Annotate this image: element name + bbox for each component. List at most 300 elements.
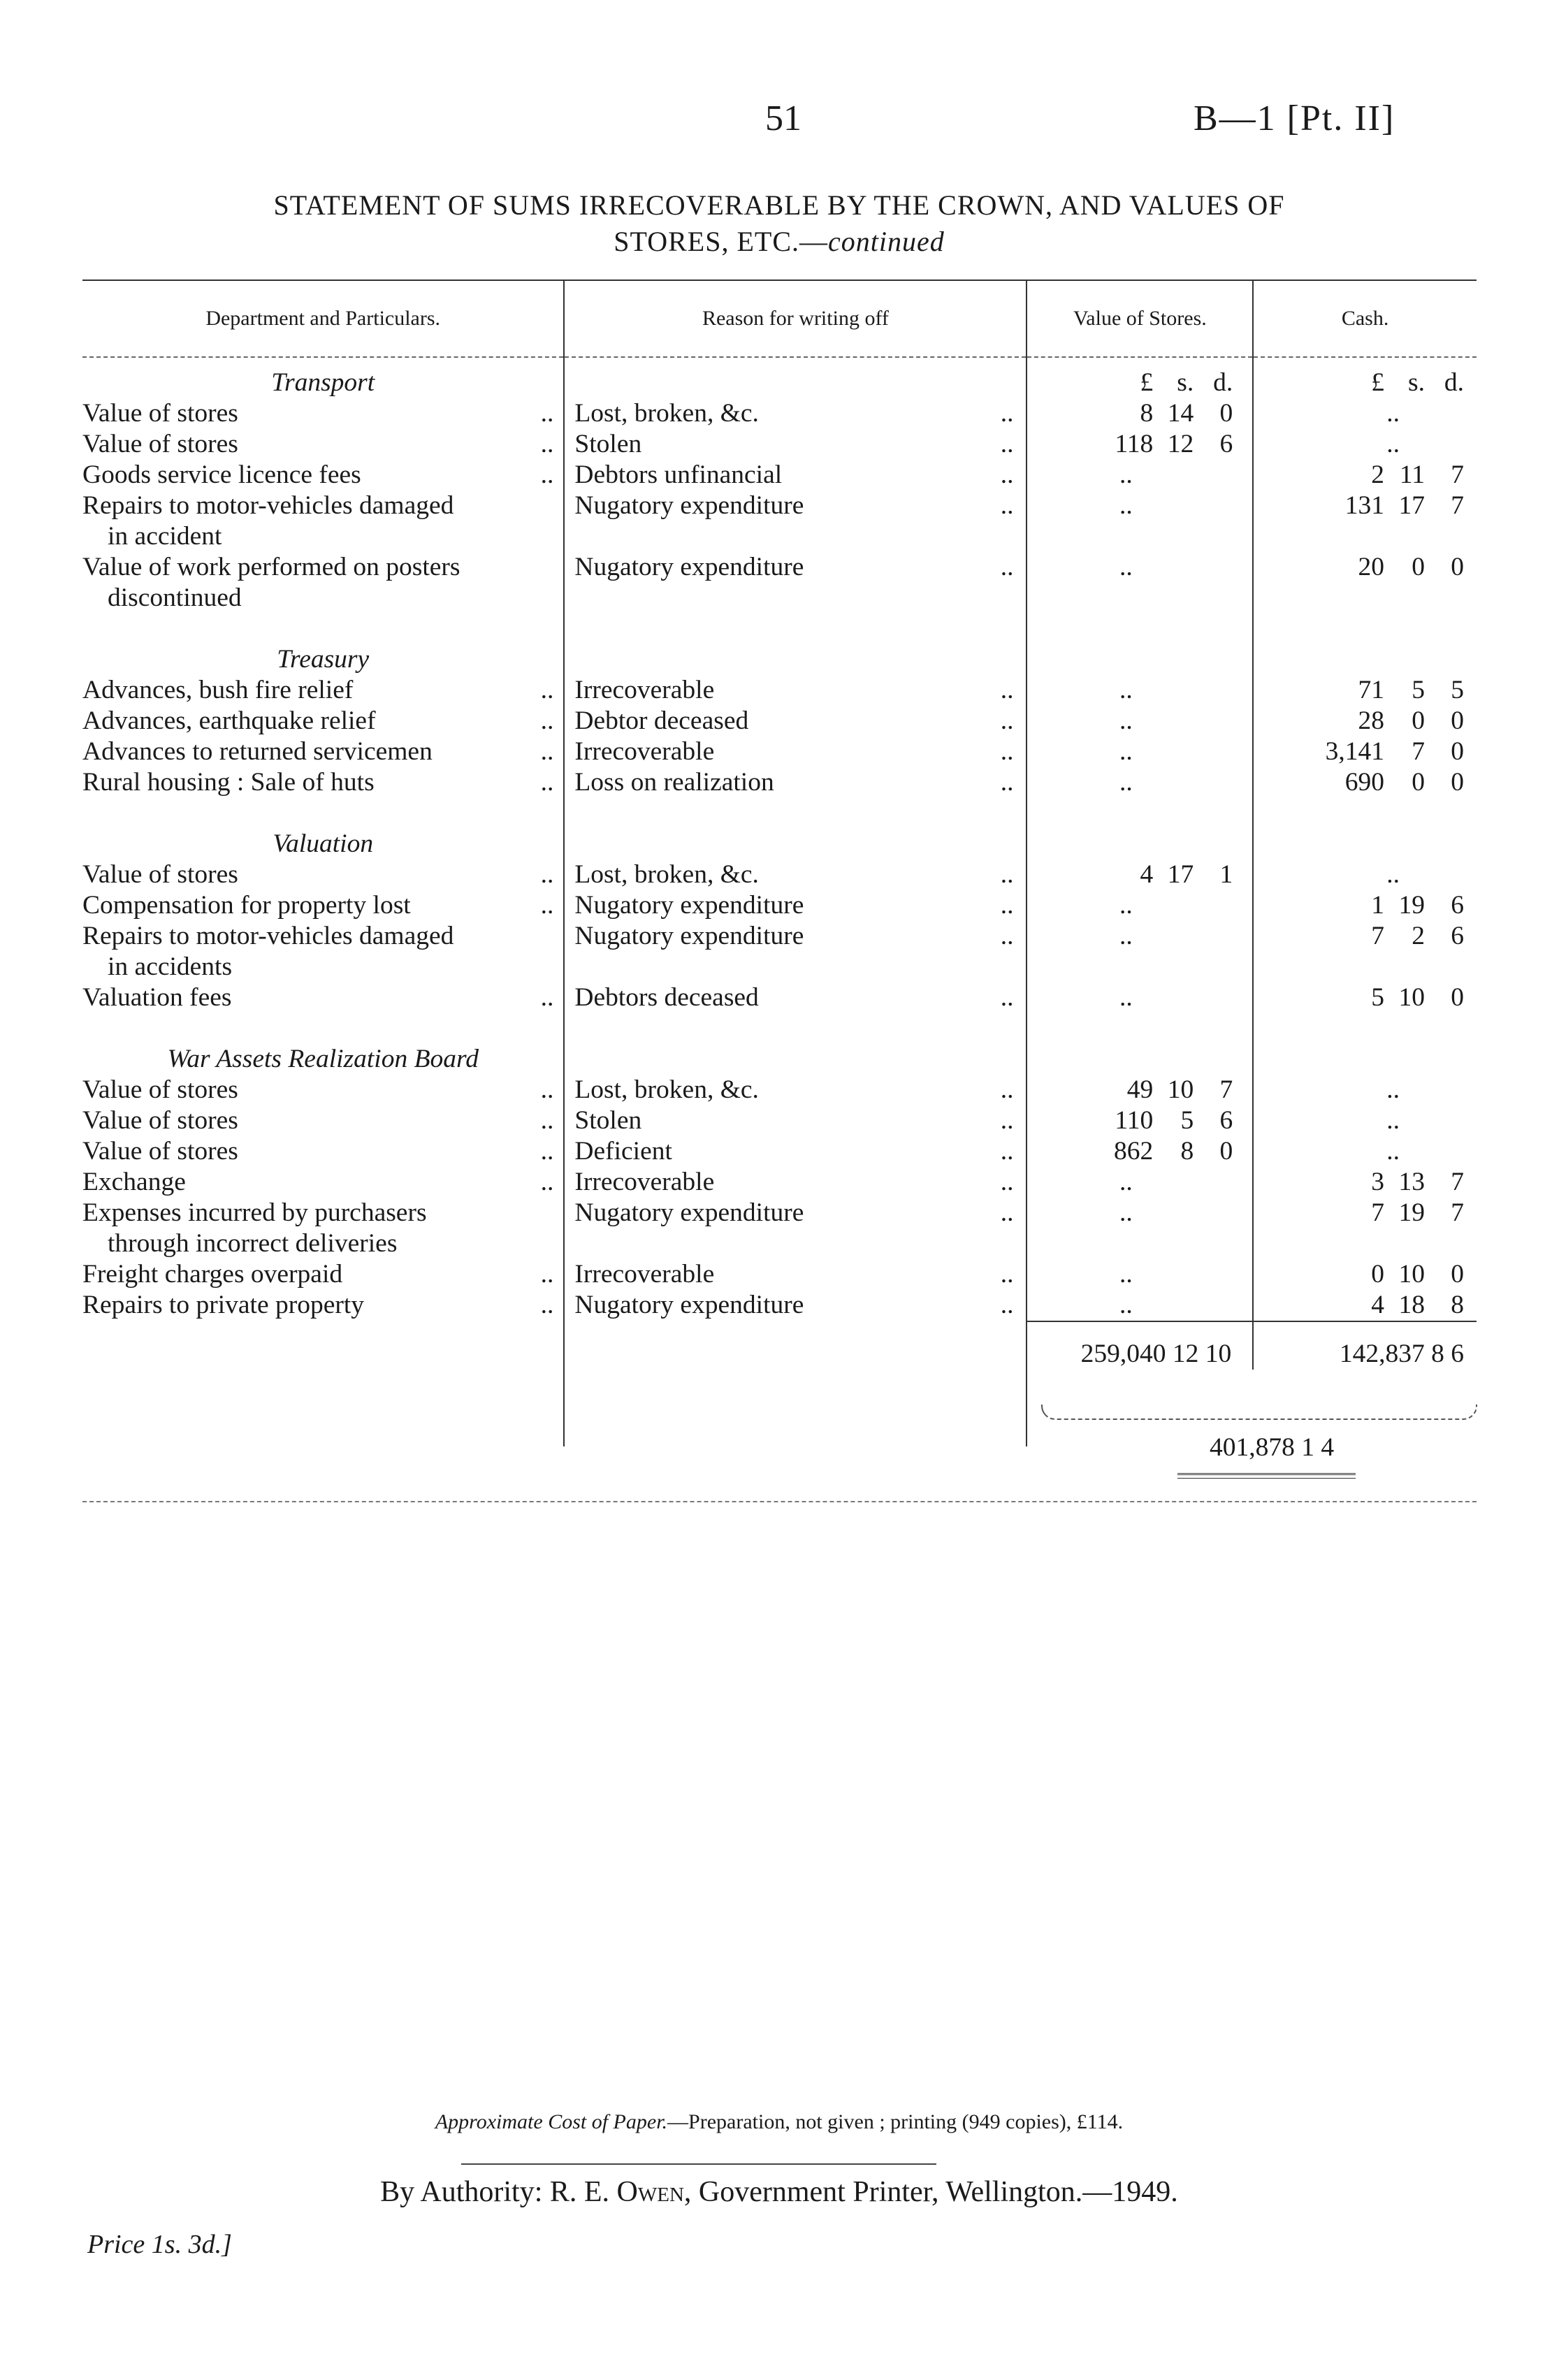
reason-line <box>574 460 1026 491</box>
leader-dots: .. <box>540 1168 554 1196</box>
section-spacer <box>82 1013 1477 1044</box>
stores-value-nil: .. <box>1119 983 1133 1012</box>
particulars: Value of stores <box>82 399 238 428</box>
reason-cell <box>564 675 1027 706</box>
cash-cell <box>1253 982 1477 1013</box>
particulars: Compensation for property lost <box>82 891 411 920</box>
stores-value-part: 8 <box>1180 1137 1194 1166</box>
reason-empty <box>564 1044 1027 1075</box>
cash-units <box>1253 357 1477 398</box>
page-number: 51 <box>765 99 801 138</box>
cash-cell <box>1253 859 1477 890</box>
stores-value-nil: .. <box>1119 676 1133 704</box>
stores-value-nil: .. <box>1119 553 1133 581</box>
stores-value-part: 4 <box>1140 860 1154 889</box>
reason-leader-dots: .. <box>1000 430 1014 458</box>
stores-value-part: 0 <box>1219 1137 1233 1166</box>
reason-line <box>574 675 1026 706</box>
leader-dots: .. <box>540 860 554 889</box>
grand-total-underline <box>1177 1473 1356 1479</box>
stores-units <box>1027 644 1253 675</box>
stores-total <box>1027 1321 1253 1370</box>
particulars-continued: discontinued <box>108 583 242 612</box>
reason-line <box>574 1075 1026 1105</box>
section-heading: Transport <box>271 368 375 397</box>
stores-value-nil: .. <box>1119 1168 1133 1196</box>
cash-cell <box>1253 1290 1477 1321</box>
reason-leader-dots: .. <box>1000 768 1014 797</box>
cash-value-part: 4 <box>1371 1291 1384 1319</box>
cash-value-nil: .. <box>1386 1106 1400 1135</box>
cash-value <box>1254 1290 1477 1321</box>
particulars-cell <box>82 706 564 737</box>
reason-line <box>574 1167 1026 1198</box>
particulars-cell <box>82 552 564 614</box>
cash-cell <box>1253 1105 1477 1136</box>
stores-cell <box>1027 491 1253 552</box>
cost-text: —Preparation, not given ; printing (949 copies), £114. <box>667 2110 1124 2133</box>
reason-cell <box>564 398 1027 429</box>
total-brace <box>1041 1405 1477 1420</box>
cash-value-part: 19 <box>1398 1198 1425 1227</box>
table-row <box>82 1290 1477 1321</box>
cash-value <box>1254 706 1477 737</box>
reason-line <box>574 1259 1026 1290</box>
particulars-cell <box>82 890 564 921</box>
cash-cell <box>1253 1198 1477 1259</box>
col-header-reason: Reason for writing off <box>564 280 1027 357</box>
totals-row <box>82 1321 1477 1370</box>
stores-value <box>1027 1136 1252 1167</box>
cash-cell <box>1253 429 1477 460</box>
cash-value-part: 7 <box>1451 460 1464 489</box>
leader-dots: .. <box>540 1137 554 1166</box>
reason: Nugatory expenditure <box>574 1291 804 1319</box>
section-heading-row <box>82 1044 1477 1075</box>
leader-dots: .. <box>540 1260 554 1289</box>
cash-cell <box>1253 1075 1477 1105</box>
particulars: Repairs to motor-vehicles damaged <box>82 922 454 950</box>
particulars-cell <box>82 491 564 552</box>
reason-cell <box>564 921 1027 982</box>
stores-cell <box>1027 460 1253 491</box>
reason-leader-dots: .. <box>1000 860 1014 889</box>
leader-dots: .. <box>540 737 554 766</box>
table-row <box>82 1259 1477 1290</box>
reason-line <box>574 1136 1026 1167</box>
title-line-1: STATEMENT OF SUMS IRRECOVERABLE BY THE CROWN, AND VALUES OF <box>273 189 1285 221</box>
cash-value <box>1254 921 1477 952</box>
table-row <box>82 1136 1477 1167</box>
reason-leader-dots: .. <box>1000 1075 1014 1104</box>
cost-of-paper-note <box>84 2110 1474 2134</box>
table-row <box>82 491 1477 552</box>
unit-shillings: s. <box>1408 368 1425 397</box>
section-heading-row <box>82 357 1477 398</box>
stores-cell <box>1027 706 1253 737</box>
reason: Nugatory expenditure <box>574 891 804 920</box>
table-row <box>82 1075 1477 1105</box>
table-body <box>82 357 1477 1446</box>
reason-line <box>574 1105 1026 1136</box>
cash-cell <box>1253 552 1477 614</box>
stores-value-nil: .. <box>1119 891 1133 920</box>
printer-authority <box>84 2175 1474 2209</box>
section-heading: Valuation <box>273 829 374 858</box>
reason-leader-dots: .. <box>1000 922 1014 950</box>
leader-dots: .. <box>540 768 554 797</box>
cash-value-part: 2 <box>1412 922 1425 950</box>
stores-value-nil: .. <box>1119 1291 1133 1319</box>
reason-empty <box>564 829 1027 859</box>
totals-empty <box>564 1321 1027 1370</box>
stores-value-part: 0 <box>1219 399 1233 428</box>
totals-empty <box>82 1321 564 1370</box>
particulars: Advances to returned servicemen <box>82 737 433 766</box>
cash-value-part: 0 <box>1451 553 1464 581</box>
particulars-continued: in accidents <box>108 952 233 981</box>
stores-value-part: 49 <box>1126 1075 1154 1104</box>
cash-value-part: 2 <box>1371 460 1384 489</box>
reason-line <box>574 429 1026 460</box>
particulars-line <box>82 737 563 767</box>
particulars-cell <box>82 429 564 460</box>
stores-cell <box>1027 737 1253 767</box>
reason-cell <box>564 859 1027 890</box>
leader-dots: .. <box>540 983 554 1012</box>
reason: Nugatory expenditure <box>574 491 804 520</box>
cash-cell <box>1253 921 1477 982</box>
stores-value-nil: .. <box>1119 768 1133 797</box>
cash-value-part: 0 <box>1412 553 1425 581</box>
title-line-2-italic: continued <box>828 226 945 257</box>
cash-value-part: 11 <box>1399 460 1425 489</box>
reason-leader-dots: .. <box>1000 1168 1014 1196</box>
cash-value-part: 0 <box>1451 768 1464 797</box>
cash-cell <box>1253 1136 1477 1167</box>
cash-value-part: 7 <box>1412 737 1425 766</box>
particulars-line <box>82 1198 563 1228</box>
section-heading-row <box>82 829 1477 859</box>
cash-value-part: 0 <box>1412 706 1425 735</box>
stores-cell <box>1027 1198 1253 1259</box>
reason: Nugatory expenditure <box>574 922 804 950</box>
section-spacer <box>82 798 1477 829</box>
particulars: Value of stores <box>82 860 238 889</box>
reason: Nugatory expenditure <box>574 1198 804 1227</box>
reason-line <box>574 982 1026 1013</box>
cash-units <box>1253 644 1477 675</box>
stores-cell <box>1027 675 1253 706</box>
particulars-line <box>82 675 563 706</box>
cash-value-nil: .. <box>1386 860 1400 889</box>
leader-dots <box>518 491 563 521</box>
stores-units <box>1027 357 1253 398</box>
cash-value-part: 7 <box>1371 1198 1384 1227</box>
stores-value <box>1027 1075 1252 1105</box>
particulars: Rural housing : Sale of huts <box>82 768 375 797</box>
particulars-line <box>82 1290 563 1321</box>
reason-cell <box>564 1136 1027 1167</box>
stores-cell <box>1027 1167 1253 1198</box>
table-header-row <box>82 280 1477 357</box>
cash-cell <box>1253 1259 1477 1290</box>
reason-leader-dots: .. <box>1000 706 1014 735</box>
stores-cell <box>1027 1136 1253 1167</box>
cash-value-part: 1 <box>1371 891 1384 920</box>
reason-cell <box>564 460 1027 491</box>
cash-value-part: 5 <box>1451 676 1464 704</box>
leader-dots <box>518 921 563 952</box>
reason-leader-dots: .. <box>1000 1137 1014 1166</box>
particulars: Freight charges overpaid <box>82 1260 343 1289</box>
table-row <box>82 767 1477 798</box>
particulars-cell <box>82 1259 564 1290</box>
reason-leader-dots: .. <box>1000 1198 1014 1227</box>
reason-cell <box>564 1259 1027 1290</box>
stores-units <box>1027 829 1253 859</box>
cash-units <box>1253 829 1477 859</box>
cash-unit-labels <box>1254 368 1477 398</box>
particulars-cell <box>82 398 564 429</box>
particulars: Repairs to motor-vehicles damaged <box>82 491 454 520</box>
authority-name: Owen <box>616 2176 684 2208</box>
particulars: Value of work performed on posters <box>82 553 460 581</box>
leader-dots <box>518 552 563 583</box>
reason: Irrecoverable <box>574 676 715 704</box>
stores-value-part: 17 <box>1167 860 1194 889</box>
cash-value-part: 17 <box>1398 491 1425 520</box>
cash-cell <box>1253 491 1477 552</box>
stores-cell <box>1027 1105 1253 1136</box>
cash-value-part: 0 <box>1451 983 1464 1012</box>
stores-value-nil: .. <box>1119 737 1133 766</box>
particulars-line <box>82 890 563 921</box>
particulars: Value of stores <box>82 1075 238 1104</box>
cash-value-part: 5 <box>1412 676 1425 704</box>
reason-line <box>574 890 1026 921</box>
cash-value-part: 5 <box>1371 983 1384 1012</box>
particulars: Value of stores <box>82 430 238 458</box>
cash-value <box>1254 1167 1477 1198</box>
section-heading: War Assets Realization Board <box>167 1045 479 1073</box>
reason-cell <box>564 706 1027 737</box>
particulars-line <box>82 429 563 460</box>
particulars-line <box>82 1105 563 1136</box>
cash-value-part: 7 <box>1451 1168 1464 1196</box>
reason: Irrecoverable <box>574 1260 715 1289</box>
reason-empty <box>564 644 1027 675</box>
cash-units <box>1253 1044 1477 1075</box>
reason-leader-dots: .. <box>1000 491 1014 520</box>
cash-total <box>1253 1321 1477 1370</box>
particulars: Valuation fees <box>82 983 232 1012</box>
col-header-stores: Value of Stores. <box>1027 280 1253 357</box>
particulars-continued: in accident <box>108 522 222 551</box>
statement-table <box>82 280 1477 1446</box>
reason-line <box>574 737 1026 767</box>
stores-cell <box>1027 921 1253 982</box>
particulars-line <box>82 859 563 890</box>
table-row <box>82 398 1477 429</box>
unit-shillings: s. <box>1177 368 1194 397</box>
particulars: Advances, earthquake relief <box>82 706 376 735</box>
cash-value-part: 0 <box>1451 706 1464 735</box>
reason: Stolen <box>574 430 642 458</box>
cash-cell <box>1253 706 1477 737</box>
cash-value <box>1254 767 1477 798</box>
section-heading: Treasury <box>277 645 370 674</box>
grand-total: 401,878 1 4 <box>1209 1433 1335 1462</box>
table-row <box>82 552 1477 614</box>
stores-value-nil: .. <box>1119 706 1133 735</box>
cash-value-part: 18 <box>1398 1291 1425 1319</box>
section-heading-row <box>82 644 1477 675</box>
particulars-line <box>82 1075 563 1105</box>
stores-value <box>1027 1105 1252 1136</box>
table-row <box>82 460 1477 491</box>
cash-value <box>1254 675 1477 706</box>
reason-line <box>574 491 1026 521</box>
cash-value-part: 3,141 <box>1325 737 1384 766</box>
reason-line <box>574 552 1026 583</box>
particulars: Value of stores <box>82 1106 238 1135</box>
table-row <box>82 890 1477 921</box>
title-line-2 <box>84 224 1474 260</box>
particulars-cell <box>82 921 564 982</box>
cash-value-part: 690 <box>1344 768 1384 797</box>
cash-value-part: 0 <box>1451 1260 1464 1289</box>
leader-dots: .. <box>540 430 554 458</box>
particulars-cell <box>82 675 564 706</box>
stores-value <box>1027 859 1252 890</box>
reason: Irrecoverable <box>574 737 715 766</box>
cash-value-part: 13 <box>1398 1168 1425 1196</box>
particulars-cell <box>82 1136 564 1167</box>
table-row <box>82 1167 1477 1198</box>
reason: Stolen <box>574 1106 642 1135</box>
unit-pounds: £ <box>1140 368 1154 397</box>
table-row <box>82 1198 1477 1259</box>
reason-line <box>574 706 1026 737</box>
particulars: Expenses incurred by purchasers <box>82 1198 427 1227</box>
cash-value-part: 6 <box>1451 922 1464 950</box>
particulars: Repairs to private property <box>82 1291 364 1319</box>
particulars-line <box>82 491 563 521</box>
reason-cell <box>564 982 1027 1013</box>
title-line-2-main: STORES, ETC.— <box>614 226 828 257</box>
price: Price 1s. 3d.] <box>87 2230 232 2259</box>
particulars-line <box>82 460 563 491</box>
reason-line <box>574 921 1026 952</box>
particulars-line <box>82 552 563 583</box>
cash-value-part: 6 <box>1451 891 1464 920</box>
stores-value-part: 862 <box>1113 1137 1154 1166</box>
table-row <box>82 859 1477 890</box>
particulars-cell <box>82 737 564 767</box>
cash-value-part: 71 <box>1358 676 1384 704</box>
particulars-line <box>82 1167 563 1198</box>
cost-label: Approximate Cost of Paper. <box>435 2110 668 2133</box>
stores-cell <box>1027 982 1253 1013</box>
cash-value-part: 0 <box>1412 768 1425 797</box>
document-reference: B—1 [Pt. II] <box>1194 99 1395 138</box>
stores-value-part: 8 <box>1140 399 1154 428</box>
cash-value-part: 7 <box>1371 922 1384 950</box>
reason: Irrecoverable <box>574 1168 715 1196</box>
cash-cell <box>1253 398 1477 429</box>
cash-value-part: 8 <box>1451 1291 1464 1319</box>
reason-line <box>574 767 1026 798</box>
particulars-continued: through incorrect deliveries <box>108 1229 398 1258</box>
cash-value-part: 0 <box>1451 737 1464 766</box>
stores-value-part: 110 <box>1115 1106 1154 1135</box>
cash-total-value: 142,837 8 6 <box>1339 1340 1464 1368</box>
table-row <box>82 706 1477 737</box>
reason: Loss on realization <box>574 768 774 797</box>
particulars-cell <box>82 859 564 890</box>
stores-value-part: 14 <box>1167 399 1194 428</box>
reason-leader-dots: .. <box>1000 983 1014 1012</box>
reason-cell <box>564 552 1027 614</box>
reason-leader-dots: .. <box>1000 737 1014 766</box>
particulars-line <box>82 706 563 737</box>
authority-prefix: By Authority: R. E. <box>380 2176 617 2208</box>
particulars-line <box>82 921 563 952</box>
particulars-cell <box>82 1075 564 1105</box>
cash-cell <box>1253 767 1477 798</box>
table-row <box>82 675 1477 706</box>
particulars-line <box>82 1259 563 1290</box>
reason-leader-dots: .. <box>1000 399 1014 428</box>
reason-cell <box>564 890 1027 921</box>
reason: Nugatory expenditure <box>574 553 804 581</box>
unit-pounds: £ <box>1371 368 1384 397</box>
cash-cell <box>1253 737 1477 767</box>
particulars: Value of stores <box>82 1137 238 1166</box>
reason-cell <box>564 1198 1027 1259</box>
table-bottom-rule <box>82 1501 1477 1502</box>
reason-leader-dots: .. <box>1000 1291 1014 1319</box>
leader-dots: .. <box>540 1291 554 1319</box>
reason: Deficient <box>574 1137 672 1166</box>
reason: Debtor deceased <box>574 706 749 735</box>
leader-dots <box>518 1198 563 1228</box>
statement-title <box>84 187 1474 260</box>
stores-value-part: 1 <box>1219 860 1233 889</box>
stores-value-part: 7 <box>1219 1075 1233 1104</box>
reason: Lost, broken, &c. <box>574 399 759 428</box>
cash-value <box>1254 460 1477 491</box>
stores-value-nil: .. <box>1119 491 1133 520</box>
reason-leader-dots: .. <box>1000 1106 1014 1135</box>
stores-value <box>1027 398 1252 429</box>
stores-value-part: 12 <box>1167 430 1194 458</box>
reason-leader-dots: .. <box>1000 553 1014 581</box>
reason-leader-dots: .. <box>1000 460 1014 489</box>
col-header-cash: Cash. <box>1253 280 1477 357</box>
cash-value-part: 20 <box>1358 553 1384 581</box>
reason-leader-dots: .. <box>1000 1260 1014 1289</box>
reason-line <box>574 1198 1026 1228</box>
reason-line <box>574 1290 1026 1321</box>
stores-cell <box>1027 398 1253 429</box>
stores-cell <box>1027 429 1253 460</box>
cash-value-part: 10 <box>1398 1260 1425 1289</box>
stores-cell <box>1027 890 1253 921</box>
reason: Lost, broken, &c. <box>574 860 759 889</box>
particulars-cell <box>82 460 564 491</box>
